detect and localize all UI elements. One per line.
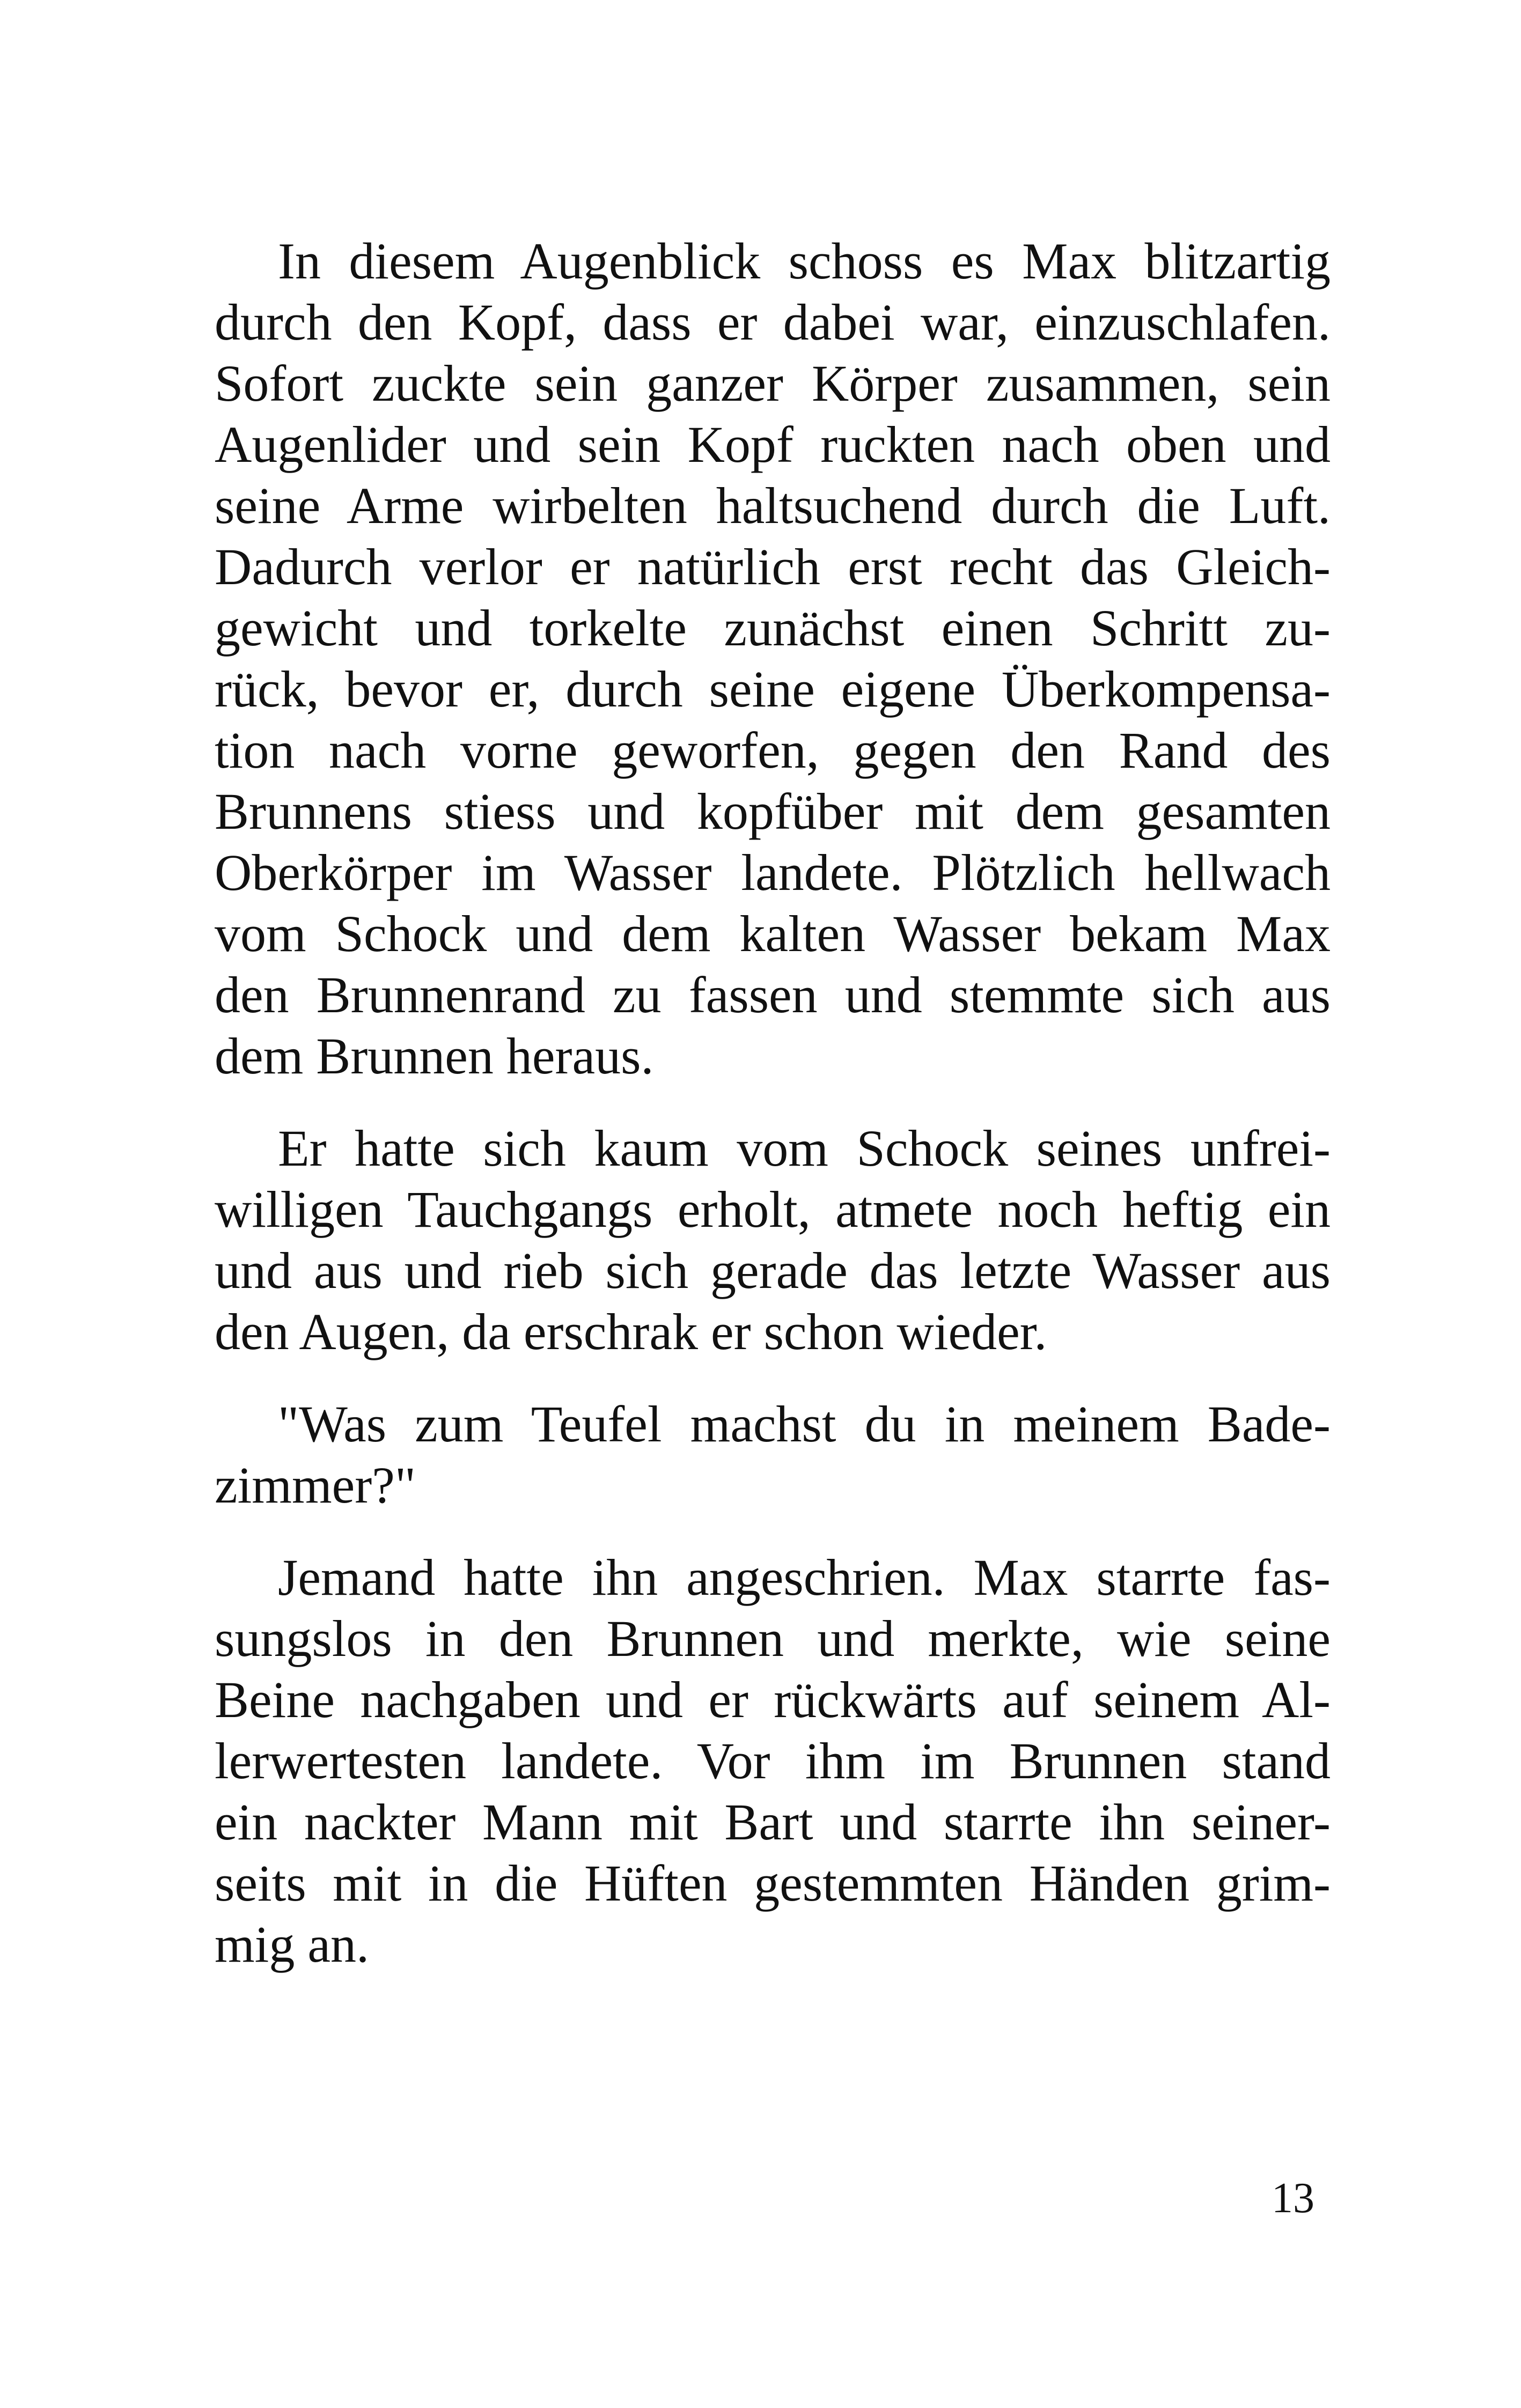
text-line: mig an.	[215, 1916, 369, 1973]
text-line: tion nach vorne geworfen, gegen den Rand des	[215, 721, 1331, 779]
text-line: dem Brunnen heraus.	[215, 1027, 654, 1085]
text-line: Sofort zuckte sein ganzer Körper zusammen, sein	[215, 355, 1331, 412]
text-line: sungslos in den Brunnen und merkte, wie seine	[215, 1610, 1331, 1667]
text-line: den Brunnenrand zu fassen und stemmte sich aus	[215, 966, 1331, 1023]
text-line: lerwertesten landete. Vor ihm im Brunnen stand	[215, 1732, 1331, 1790]
text-line: Er hatte sich kaum vom Schock seines unfrei-	[278, 1120, 1331, 1177]
text-line: Augenlider und sein Kopf ruckten nach oben und	[215, 416, 1331, 473]
paragraph-4	[215, 1547, 1331, 1975]
text-line: Oberkörper im Wasser landete. Plötzlich hellwach	[215, 844, 1331, 901]
page-number: 13	[1272, 2175, 1314, 2222]
text-line: den Augen, da erschrak er schon wieder.	[215, 1303, 1047, 1360]
text-line: willigen Tauchgangs erholt, atmete noch heftig ein	[215, 1181, 1331, 1238]
text-line: vom Schock und dem kalten Wasser bekam Max	[215, 905, 1331, 962]
paragraph-2	[215, 1118, 1331, 1363]
paragraph-1	[215, 231, 1331, 1087]
text-line: und aus und rieb sich gerade das letzte Wasser aus	[215, 1242, 1331, 1299]
text-line: In diesem Augenblick schoss es Max blitzartig	[278, 232, 1331, 290]
text-line: durch den Kopf, dass er dabei war, einzuschlafen.	[215, 293, 1331, 351]
body-text	[215, 231, 1331, 2006]
text-line: "Was zum Teufel machst du in meinem Bade-	[278, 1395, 1331, 1453]
text-line: rück, bevor er, durch seine eigene Überkompensa-	[215, 660, 1331, 718]
text-line: Dadurch verlor er natürlich erst recht das Gleich-	[215, 538, 1331, 595]
text-line: zimmer?"	[215, 1456, 416, 1514]
text-line: Beine nachgaben und er rückwärts auf seinem Al-	[215, 1671, 1331, 1728]
text-line: Brunnens stiess und kopfüber mit dem gesamten	[215, 783, 1331, 840]
text-line: seine Arme wirbelten haltsuchend durch die Luft.	[215, 477, 1331, 534]
text-line: gewicht und torkelte zunächst einen Schritt zu-	[215, 599, 1331, 657]
text-line: ein nackter Mann mit Bart und starrte ihn seiner-	[215, 1793, 1331, 1851]
text-line: seits mit in die Hüften gestemmten Händen grim-	[215, 1854, 1331, 1912]
paragraph-3	[215, 1394, 1331, 1516]
text-line: Jemand hatte ihn angeschrien. Max starrte fas-	[278, 1549, 1331, 1606]
